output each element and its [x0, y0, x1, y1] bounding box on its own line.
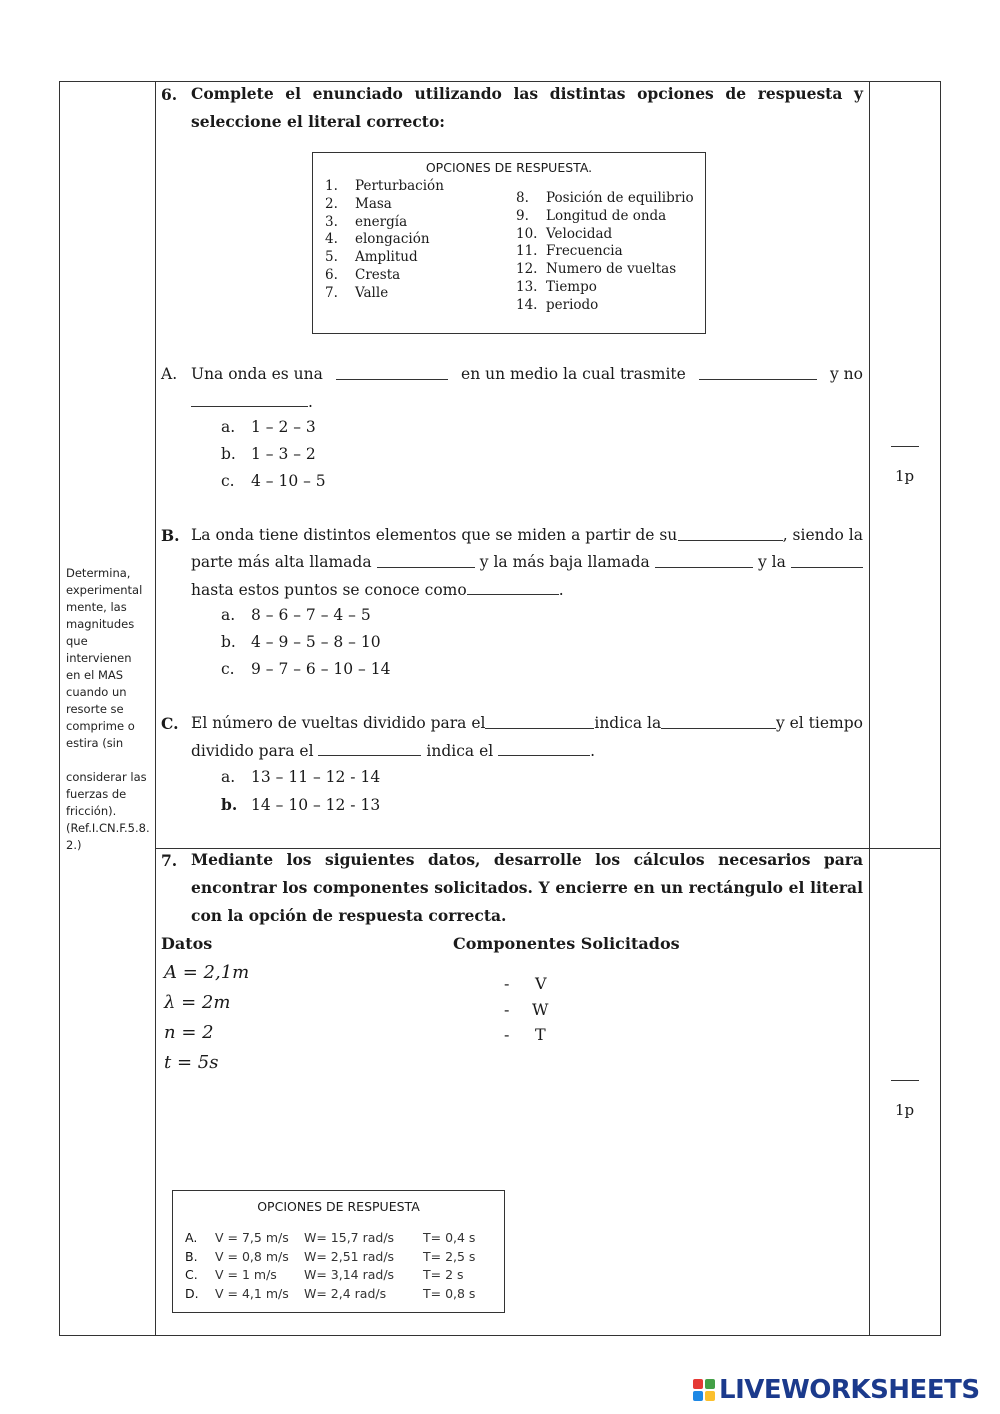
options-list-left [325, 178, 444, 303]
option-item [325, 267, 444, 285]
liveworksheets-logo [693, 1376, 980, 1404]
answer-choice[interactable] [221, 795, 380, 814]
column-divider [869, 82, 870, 1335]
option-number: 9. [516, 207, 529, 224]
item-a-text: Una onda es una [191, 365, 323, 383]
choice-text: 4 – 9 – 5 – 8 – 10 [251, 633, 381, 651]
component-symbol: T [535, 1025, 546, 1044]
answer-choice[interactable] [221, 633, 381, 651]
option-item [516, 226, 694, 244]
choice-letter: b. [221, 445, 236, 463]
option-period: T= 0,4 s [423, 1230, 476, 1245]
option-number: 13. [516, 278, 538, 295]
item-b-line1 [191, 526, 863, 544]
option-text: Perturbación [355, 178, 444, 194]
criterion-line: (Ref.I.CN.F.5.8. [66, 821, 150, 835]
option-number: 12. [516, 261, 538, 278]
option-item [516, 261, 694, 279]
option-period: T= 2 s [423, 1267, 464, 1282]
criterion-line: en el MAS [66, 668, 124, 682]
option-row[interactable] [185, 1285, 475, 1304]
dato-amplitud: A = 2,1m [164, 962, 250, 983]
choice-text: 1 – 2 – 3 [251, 418, 316, 436]
option-text: Velocidad [546, 225, 613, 242]
item-a-text: en un medio la cual trasmite [461, 365, 686, 383]
option-number: 3. [325, 213, 338, 230]
component-dash: - [504, 1025, 510, 1044]
option-number: 4. [325, 231, 338, 248]
answer-choice[interactable] [221, 768, 380, 786]
question-6-number: 6. [161, 85, 178, 104]
option-text: Valle [355, 284, 389, 301]
dato-tiempo: t = 5s [164, 1052, 219, 1073]
option-number: 2. [325, 195, 338, 212]
option-number: 1. [325, 178, 338, 194]
answer-options-table [185, 1229, 475, 1303]
choice-letter: b. [221, 633, 236, 651]
item-b-line2 [191, 553, 863, 571]
component-dash: - [504, 999, 510, 1019]
item-c-line2 [191, 741, 595, 760]
question-7-text: Mediante los siguientes datos, desarrolle los cálculos necesarios para encontrar los componentes solicitados. Y encierre en un rectángulo el literal con la opción de respuesta correcta. [191, 850, 863, 925]
option-period: T= 0,8 s [423, 1285, 476, 1301]
item-c-text: dividido para el [191, 742, 314, 760]
option-angular-velocity: W= 15,7 rad/s [304, 1230, 395, 1245]
option-text: elongación [355, 231, 430, 248]
criterion-line: fricción). [66, 804, 117, 818]
choice-text: 8 – 6 – 7 – 4 – 5 [251, 606, 371, 624]
option-item [516, 279, 694, 297]
evaluation-criterion [66, 565, 148, 854]
criterion-line: intervienen [66, 651, 132, 665]
logo-text: LIVEWORKSHEETS [719, 1375, 980, 1405]
choice-text: 13 – 11 – 12 - 14 [251, 768, 381, 786]
choice-letter: c. [221, 660, 235, 678]
criterion-line: mente, las [66, 600, 127, 614]
blank-field[interactable] [336, 365, 448, 380]
componentes-label: Componentes Solicitados [453, 934, 680, 953]
blank-field[interactable] [661, 714, 776, 729]
component-symbol: W [532, 999, 549, 1019]
option-text: energía [355, 213, 408, 230]
choice-letter: b. [221, 795, 238, 814]
option-text: Numero de vueltas [546, 261, 677, 278]
item-a-label: A. [161, 365, 178, 383]
option-number: 5. [325, 249, 338, 266]
criterion-line: magnitudes [66, 617, 135, 631]
option-number: 11. [516, 243, 538, 260]
option-item [325, 231, 444, 249]
item-b-text: , siendo la [782, 526, 863, 544]
dato-vueltas: n = 2 [164, 1022, 214, 1043]
criterion-line: 2.) [66, 838, 82, 852]
criterion-line: que [66, 634, 88, 648]
option-item [516, 208, 694, 226]
choice-text: 4 – 10 – 5 [251, 472, 326, 490]
logo-cube-icon [693, 1379, 715, 1401]
item-c-text: El número de vueltas dividido para el [191, 714, 486, 732]
option-item [325, 214, 444, 232]
blank-field[interactable] [467, 580, 559, 595]
item-b-text: y la más baja llamada [479, 553, 650, 571]
option-item [325, 285, 444, 303]
criterion-line: fuerzas de [66, 787, 127, 801]
criterion-line: considerar las [66, 770, 147, 784]
item-c-text: y el tiempo [775, 714, 863, 732]
choice-text: 14 – 10 – 12 - 13 [251, 796, 381, 814]
item-b-text: La onda tiene distintos elementos que se miden a partir de su [191, 526, 678, 544]
blank-field[interactable] [498, 741, 590, 756]
option-row[interactable] [185, 1229, 475, 1248]
option-text: Amplitud [355, 249, 418, 266]
choice-text: 1 – 3 – 2 [251, 445, 316, 463]
answer-choice[interactable] [221, 660, 390, 678]
item-a-text: . [308, 393, 313, 411]
question-6-text: Complete el enunciado utilizando las distintas opciones de respuesta y seleccione el literal correcto: [191, 84, 863, 131]
item-b-label: B. [161, 526, 180, 545]
option-velocity: V = 1 m/s [215, 1267, 277, 1282]
blank-field[interactable] [791, 553, 863, 568]
score-blank[interactable] [891, 1080, 919, 1081]
criterion-line: comprime o [66, 719, 135, 733]
criterion-line: cuando un [66, 685, 127, 699]
blank-field[interactable] [377, 553, 475, 568]
option-number: 7. [325, 284, 338, 301]
item-b-text: parte más alta llamada [191, 553, 372, 571]
option-letter: D. [185, 1285, 199, 1301]
choice-letter: a. [221, 606, 236, 624]
answer-options-title: OPCIONES DE RESPUESTA. [425, 160, 593, 175]
option-angular-velocity: W= 2,4 rad/s [304, 1285, 387, 1301]
question-7-number: 7. [161, 851, 178, 870]
blank-field[interactable] [191, 392, 308, 407]
option-item [516, 190, 694, 208]
answer-options-title-7: OPCIONES DE RESPUESTA [257, 1199, 420, 1214]
option-number: 6. [325, 266, 338, 283]
question-7-score: 1p [895, 1101, 915, 1119]
item-a-line2 [191, 392, 313, 411]
option-period: T= 2,5 s [423, 1248, 476, 1264]
option-text: Masa [355, 195, 392, 212]
blank-field[interactable] [485, 714, 594, 729]
item-a-text: y no [830, 365, 863, 383]
option-item [516, 297, 694, 315]
option-row[interactable] [185, 1266, 475, 1285]
criterion-line: experimental [66, 583, 143, 597]
option-text: Cresta [355, 266, 401, 283]
option-text: Longitud de onda [546, 207, 667, 224]
item-c-label: C. [161, 714, 179, 733]
option-item [325, 178, 444, 196]
option-letter: A. [185, 1230, 198, 1245]
option-number: 14. [516, 296, 538, 313]
criterion-line: Determina, [66, 566, 131, 580]
choice-text: 9 – 7 – 6 – 10 – 14 [251, 660, 391, 678]
item-c-line1 [191, 714, 863, 732]
score-blank[interactable] [891, 446, 919, 447]
option-item [325, 249, 444, 267]
answer-choice[interactable] [221, 418, 316, 436]
choice-letter: a. [221, 768, 236, 786]
blank-field[interactable] [655, 553, 753, 568]
dato-longitud-onda: λ = 2m [164, 992, 231, 1013]
criterion-line: resorte se [66, 702, 124, 716]
choice-letter: a. [221, 418, 236, 436]
answer-choice[interactable] [221, 606, 371, 624]
component-symbol: V [535, 974, 547, 993]
datos-label: Datos [161, 934, 213, 953]
option-text: Frecuencia [546, 243, 623, 260]
option-item [516, 243, 694, 261]
option-angular-velocity: W= 3,14 rad/s [304, 1267, 395, 1282]
choice-letter: c. [221, 472, 235, 490]
blank-field[interactable] [318, 741, 421, 756]
option-letter: C. [185, 1267, 198, 1282]
blank-field[interactable] [699, 365, 817, 380]
item-b-line3 [191, 580, 564, 599]
question-6-score: 1p [895, 467, 915, 485]
item-b-text: . [558, 581, 564, 599]
option-velocity: V = 0,8 m/s [215, 1248, 289, 1264]
options-list-right [516, 190, 694, 315]
option-angular-velocity: W= 2,51 rad/s [304, 1248, 395, 1264]
criterion-line: estira (sin [66, 736, 124, 750]
item-b-text: y la [757, 553, 786, 571]
item-a-line1 [191, 365, 863, 383]
option-text: periodo [546, 296, 599, 313]
item-c-text: . [590, 742, 596, 760]
option-number: 8. [516, 190, 529, 206]
option-letter: B. [185, 1248, 198, 1264]
option-text: Tiempo [546, 278, 597, 295]
option-row[interactable] [185, 1248, 475, 1267]
column-divider [155, 82, 156, 1335]
option-text: Posición de equilibrio [546, 190, 694, 206]
component-dash: - [504, 974, 510, 993]
item-c-text: indica la [594, 714, 662, 732]
item-c-text: indica el [426, 742, 494, 760]
answer-choice[interactable] [221, 445, 316, 463]
option-item [325, 196, 444, 214]
option-number: 10. [516, 225, 538, 242]
option-velocity: V = 4,1 m/s [215, 1285, 289, 1301]
blank-field[interactable] [678, 526, 783, 541]
answer-choice[interactable] [221, 472, 326, 490]
option-velocity: V = 7,5 m/s [215, 1230, 289, 1245]
item-b-text: hasta estos puntos se conoce como [191, 581, 467, 599]
